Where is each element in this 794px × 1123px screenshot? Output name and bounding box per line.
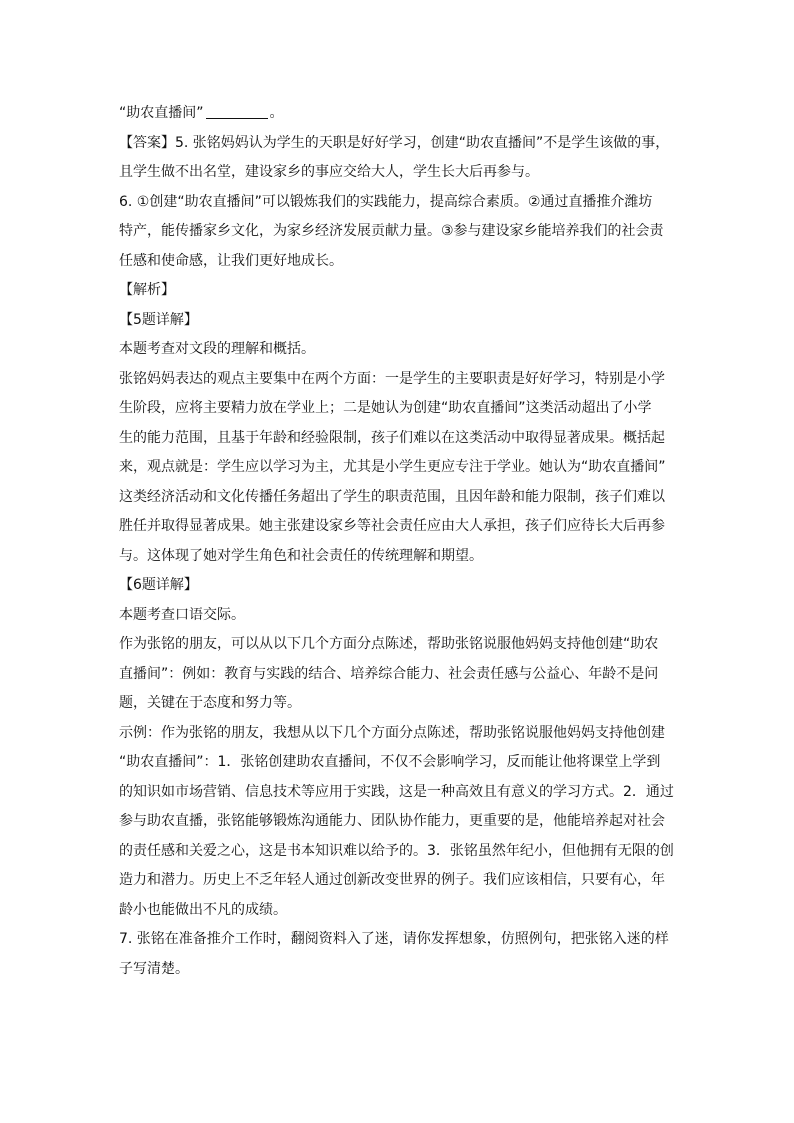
- example-line: 的知识如市场营销、信息技术等应用于实践，这是一种高效且有意义的学习方式。2．通过: [119, 783, 674, 800]
- question-6-heading: 【6题详解】: [119, 577, 198, 593]
- answer-line: 6. ①创建“助农直播间”可以锻炼我们的实践能力，提高综合素质。②通过直播推介潍坊: [119, 193, 653, 210]
- answer-blank: [206, 104, 268, 119]
- answer-line: 且学生做不出名堂，建设家乡的事应交给大人，学生长大后再参与。: [119, 164, 539, 180]
- analysis-line: 来，观点就是：学生应以学习为主，尤其是小学生更应专注于学业。她认为“助农直播间”: [119, 459, 666, 475]
- question-stem-fragment: [119, 99, 685, 129]
- question-7-line: 7. 张铭在准备推介工作时，翻阅资料入了迷，请你发挥想象，仿照例句，把张铭入迷的样: [119, 931, 669, 947]
- example-line: 示例：作为张铭的朋友，我想从以下几个方面分点陈述，帮助张铭说服他妈妈支持他创建: [119, 724, 665, 741]
- analysis-line: 这类经济活动和文化传播任务超出了学生的职责范围，且因年龄和能力限制，孩子们难以: [119, 488, 665, 505]
- analysis-line: 本题考查口语交际。: [119, 606, 245, 623]
- example-line: 龄小也能做出不凡的成绩。: [119, 901, 287, 918]
- answer-line: 【答案】5. 张铭妈妈认为学生的天职是好好学习，创建“助农直播间”不是学生该做的事，: [119, 134, 670, 151]
- answer-line: 任感和使命感，让我们更好地成长。: [119, 252, 343, 269]
- analysis-line: 生阶段，应将主要精力放在学业上；二是她认为创建“助农直播间”这类活动超出了小学: [119, 400, 652, 416]
- analysis-line: 胜任并取得显著成果。她主张建设家乡等社会责任应由大人承担，孩子们应待长大后再参: [119, 518, 665, 534]
- example-line: 造力和潜力。历史上不乏年轻人通过创新改变世界的例子。我们应该相信，只要有心，年: [119, 872, 665, 888]
- analysis-line: 本题考查对文段的理解和概括。: [119, 341, 315, 357]
- stem-text: “助农直播间”: [119, 105, 204, 121]
- analysis-line: 与。这体现了她对学生角色和社会责任的传统理解和期望。: [119, 547, 483, 564]
- answer-line: 特产，能传播家乡文化，为家乡经济发展贡献力量。③参与建设家乡能培养我们的社会责: [119, 223, 664, 239]
- analysis-line: 直播间”：例如：教育与实践的结合、培养综合能力、社会责任感与公益心、年龄不是问: [119, 665, 659, 682]
- analysis-line: 张铭妈妈表达的观点主要集中在两个方面：一是学生的主要职责是好好学习，特别是小学: [119, 370, 665, 387]
- example-line: 的责任感和关爱之心，这是书本知识难以给予的。3．张铭虽然年纪小，但他拥有无限的创: [119, 842, 674, 859]
- example-line: 参与助农直播，张铭能够锻炼沟通能力、团队协作能力，更重要的是，他能培养起对社会: [119, 813, 665, 829]
- analysis-heading: 【解析】: [119, 282, 175, 298]
- question-7-line: 子写清楚。: [119, 960, 189, 977]
- stem-tail: 。: [269, 105, 284, 121]
- question-5-heading: 【5题详解】: [119, 311, 198, 328]
- analysis-line: 生的能力范围，且基于年龄和经验限制，孩子们难以在这类活动中取得显著成果。概括起: [119, 429, 665, 446]
- analysis-line: 题，关键在于态度和努力等。: [119, 695, 301, 711]
- example-line: “助农直播间”：1．张铭创建助农直播间，不仅不会影响学习，反而能让他将课堂上学到: [119, 754, 661, 770]
- analysis-line: 作为张铭的朋友，可以从以下几个方面分点陈述，帮助张铭说服他妈妈支持他创建“助农: [119, 636, 659, 652]
- document-body: [119, 99, 685, 984]
